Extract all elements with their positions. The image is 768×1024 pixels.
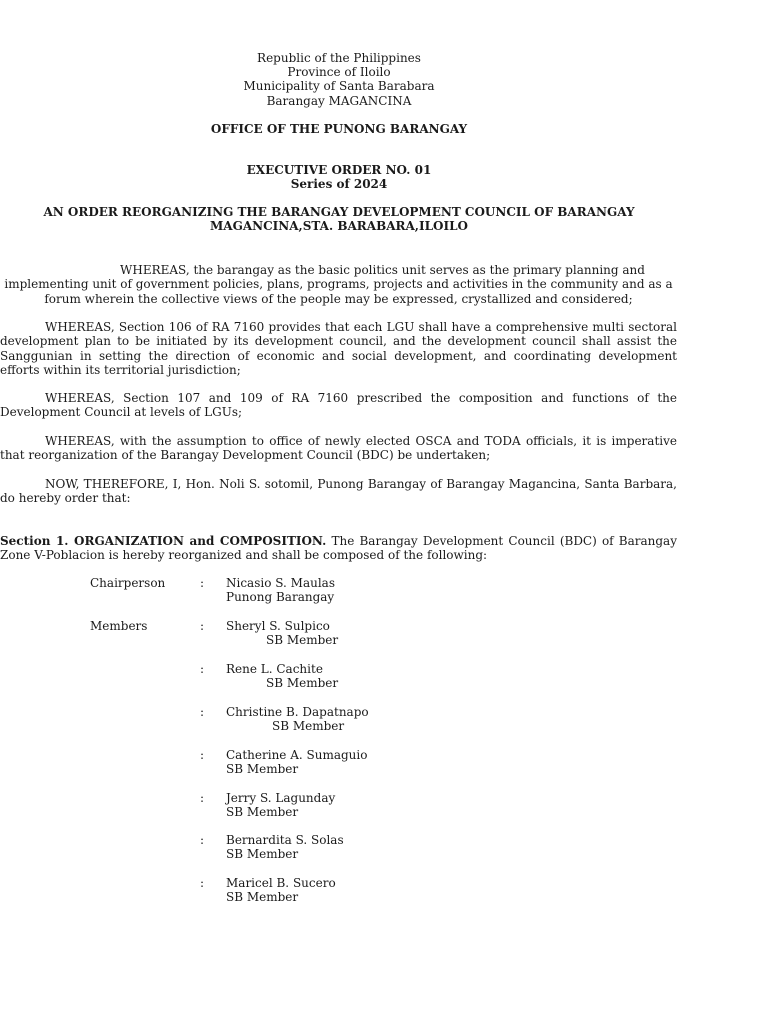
roster-colon: :	[200, 576, 205, 590]
member-name: Jerry S. Lagunday	[226, 791, 336, 805]
header-republic: Republic of the Philippines	[257, 51, 421, 65]
chair-name: Nicasio S. Maulas	[226, 576, 335, 590]
roster-colon: :	[200, 748, 205, 762]
members-label: Members	[90, 619, 148, 633]
order-number: EXECUTIVE ORDER NO. 01	[246, 163, 432, 177]
section1-paragraph: Section 1. ORGANIZATION and COMPOSITION. The Barangay Development Council (BDC) of Barangay Zone V-Poblacion is hereby reorganized and shall be composed of the following:	[0, 534, 677, 563]
header-municipality: Municipality of Santa Barabara	[243, 79, 435, 93]
member-name: Christine B. Dapatnapo	[226, 705, 369, 719]
order-title-line1: AN ORDER REORGANIZING THE BARANGAY DEVELOPMENT COUNCIL OF BARANGAY	[43, 205, 635, 219]
member-name: Maricel B. Sucero	[226, 876, 336, 890]
roster-row-member-7	[0, 876, 678, 906]
roster-row-member-4	[0, 748, 678, 778]
chair-title: Punong Barangay	[226, 590, 335, 605]
header-barangay: Barangay MAGANCINA	[266, 94, 412, 108]
roster-row-member-3	[0, 705, 678, 735]
member-title: SB Member	[226, 805, 299, 820]
whereas-paragraph-4: WHEREAS, with the assumption to office of newly elected OSCA and TODA officials, it is imperative that reorganization of the Barangay Development Council (BDC) be undertaken;	[0, 434, 677, 463]
chairperson-label: Chairperson	[90, 576, 166, 590]
order-title-line2: MAGANCINA,STA. BARABARA,ILOILO	[209, 219, 468, 233]
member-title: SB Member	[266, 633, 339, 648]
whereas-paragraph-3: WHEREAS, Section 107 and 109 of RA 7160 prescribed the composition and functions of the Development Council at levels of LGUs;	[0, 391, 677, 420]
roster-row-member-5	[0, 791, 678, 821]
roster-colon: :	[200, 705, 205, 719]
header-province: Province of Iloilo	[287, 65, 391, 79]
order-series: Series of 2024	[290, 177, 388, 191]
member-name: Rene L. Cachite	[226, 662, 323, 676]
roster-row-member-2	[0, 662, 678, 692]
whereas-paragraph-2: WHEREAS, Section 106 of RA 7160 provides that each LGU shall have a comprehensive multi sectoral development plan to be initiated by its development council, and the development council shall assist the Sanggunian in setting the direction of economic and social development, and coordinating development efforts within its territorial jurisdiction;	[0, 320, 677, 378]
member-name: Sheryl S. Sulpico	[226, 619, 330, 633]
roster-colon: :	[200, 791, 205, 805]
roster-row-member-1	[0, 619, 678, 649]
member-title: SB Member	[266, 676, 339, 691]
roster-colon: :	[200, 833, 205, 847]
member-name: Bernardita S. Solas	[226, 833, 344, 847]
roster-row-chair	[0, 576, 678, 606]
whereas-paragraph-1: WHEREAS, the barangay as the basic politics unit serves as the primary planning and implementing unit of government policies, plans, programs, projects and activities in the community and as a forum wherein the collective views of the people may be expressed, crystallized and considered;	[4, 263, 673, 306]
member-title: SB Member	[272, 719, 345, 734]
roster-row-member-6	[0, 833, 678, 863]
section1-heading: Section 1. ORGANIZATION and COMPOSITION.	[0, 534, 327, 548]
roster-colon: :	[200, 876, 205, 890]
member-name: Catherine A. Sumaguio	[226, 748, 368, 762]
member-title: SB Member	[226, 847, 299, 862]
office-title: OFFICE OF THE PUNONG BARANGAY	[210, 122, 468, 136]
member-title: SB Member	[226, 762, 299, 777]
now-therefore-paragraph: NOW, THEREFORE, I, Hon. Noli S. sotomil, Punong Barangay of Barangay Magancina, Santa Barbara, do hereby order that:	[0, 477, 677, 506]
roster-colon: :	[200, 619, 205, 633]
member-title: SB Member	[226, 890, 299, 905]
roster-colon: :	[200, 662, 205, 676]
